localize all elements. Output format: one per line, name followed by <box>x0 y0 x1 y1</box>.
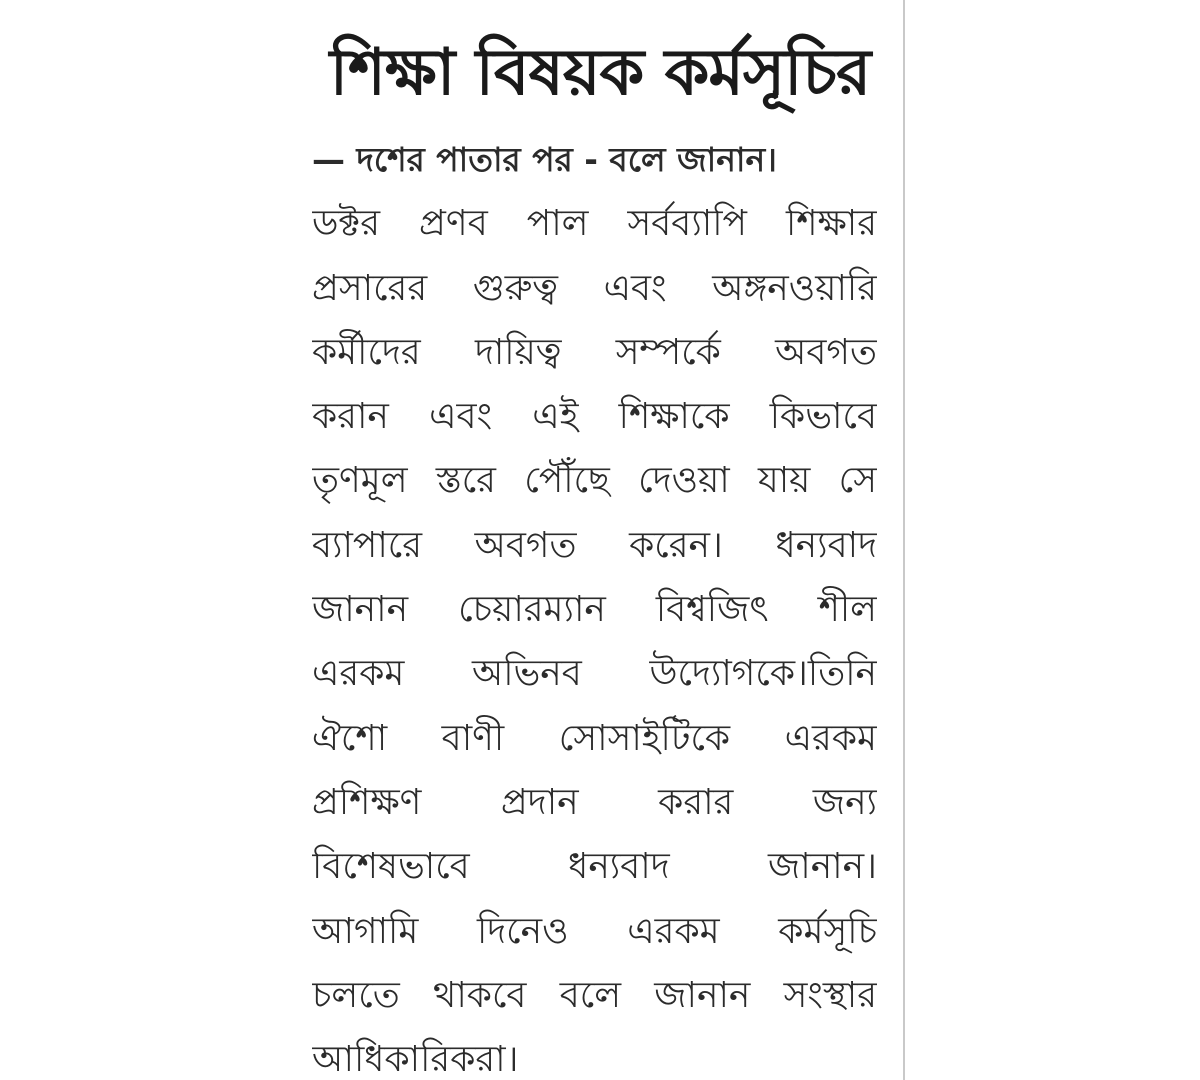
article-line: ডক্টর প্রণব পাল সর্বব্যাপি শিক্ষার <box>312 203 877 245</box>
article-line: প্রশিক্ষণ প্রদান করার জন্য <box>312 781 877 823</box>
article-line: আধিকারিকরা। <box>312 1039 519 1080</box>
article-line: চলতে থাকবে বলে জানান সংস্থার <box>312 974 877 1016</box>
article-line: ব্যাপারে অবগত করেন। ধন্যবাদ <box>312 524 877 566</box>
article-line: তৃণমূল স্তরে পৌঁছে দেওয়া যায় সে <box>312 460 877 502</box>
article-line: করান এবং এই শিক্ষাকে কিভাবে <box>312 396 877 438</box>
article-line: আগামি দিনেও এরকম কর্মসূচি <box>312 910 877 952</box>
article-line: কর্মীদের দায়িত্ব সম্পর্কে অবগত <box>312 331 877 373</box>
article-line: ঐশো বাণী সোসাইটিকে এরকম <box>312 717 877 759</box>
article-clip <box>300 0 890 1080</box>
column-divider <box>903 0 905 1080</box>
article-line: প্রসারের গুরুত্ব এবং অঙ্গনওয়ারি <box>312 267 877 309</box>
article-line: জানান চেয়ারম্যান বিশ্বজিৎ শীল <box>312 589 877 631</box>
article-line: বিশেষভাবে ধন্যবাদ জানান। <box>312 846 877 888</box>
article-body <box>312 128 877 1080</box>
article-line: এরকম অভিনব উদ্যোগকে।তিনি <box>312 653 877 695</box>
article-headline: শিক্ষা বিষয়ক কর্মসূচির <box>329 36 871 110</box>
article-line: — দশের পাতার পর - বলে জানান। <box>312 140 777 179</box>
